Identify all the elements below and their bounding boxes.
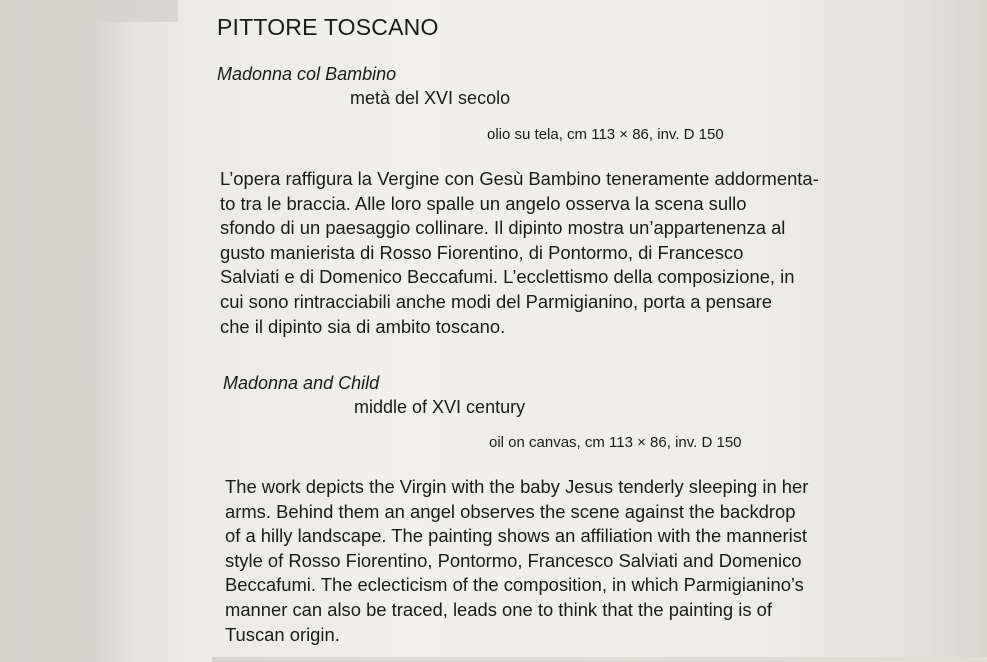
- english-line: Tuscan origin.: [225, 623, 340, 645]
- italian-line: sfondo di un paesaggio collinare. Il dipinto mostra un’appartenenza al: [220, 217, 786, 239]
- english-date: middle of XVI century: [354, 397, 526, 417]
- english-line: style of Rosso Fiorentino, Pontormo, Francesco Salviati and Domenico: [225, 549, 802, 571]
- italian-line: cui sono rintracciabili anche modi del Parmigianino, porta a pensare: [220, 290, 773, 312]
- artist-name: PITTORE TOSCANO: [217, 14, 439, 40]
- italian-line: L’opera raffigura la Vergine con Gesù Bambino teneramente addormenta-: [220, 168, 819, 189]
- italian-line: Salviati e di Domenico Beccafumi. L’ecclettismo della composizione, in: [220, 266, 795, 288]
- english-line: of a hilly landscape. The painting shows an affiliation with the mannerist: [225, 525, 808, 547]
- italian-medium: olio su tela, cm 113 × 86, inv. D 150: [487, 126, 724, 143]
- english-title: Madonna and Child: [223, 373, 380, 393]
- english-line: Beccafumi. The eclecticism of the composition, in which Parmigianino’s: [225, 574, 804, 596]
- italian-line: to tra le braccia. Alle loro spalle un angelo osserva la scena sullo: [220, 192, 747, 214]
- english-line: arms. Behind them an angel observes the scene against the backdrop: [225, 500, 796, 522]
- italian-line: gusto manierista di Rosso Fiorentino, di Pontormo, di Francesco: [220, 241, 744, 263]
- english-line: manner can also be traced, leads one to think that the painting is of: [225, 598, 772, 620]
- wall-right: [900, 0, 987, 657]
- english-line: The work depicts the Virgin with the baby Jesus tenderly sleeping in her: [225, 476, 809, 497]
- english-description: [225, 475, 808, 647]
- italian-description: [220, 167, 819, 339]
- english-medium: oil on canvas, cm 113 × 86, inv. D 150: [489, 434, 742, 451]
- italian-title: Madonna col Bambino: [217, 64, 397, 84]
- italian-date: metà del XVI secolo: [350, 88, 511, 108]
- italian-line: che il dipinto sia di ambito toscano.: [220, 315, 506, 337]
